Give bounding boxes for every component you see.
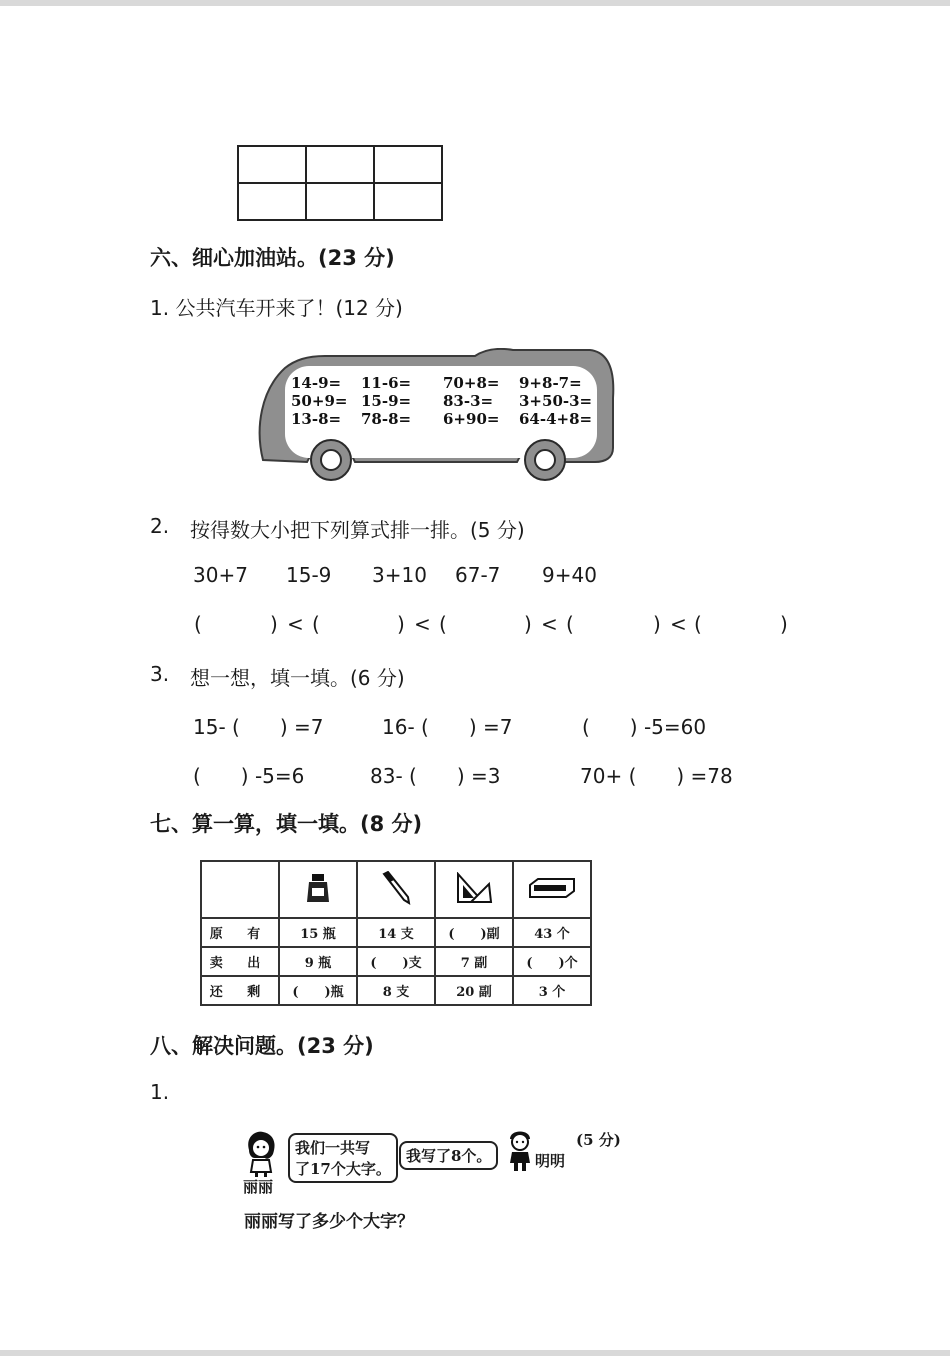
table-cell: 3 个 xyxy=(513,976,591,1005)
lili-speech-bubble xyxy=(288,1133,398,1183)
table-cell: 43 个 xyxy=(513,918,591,947)
expression: 9+40 xyxy=(542,563,597,587)
open-paren: ( xyxy=(312,612,320,636)
section8-title: 八、解决问题。(23 分) xyxy=(150,1034,374,1058)
open-paren: ( xyxy=(566,612,574,636)
bus-column-2 xyxy=(361,374,411,428)
mingming-name: 明明 xyxy=(535,1152,566,1170)
bus-equation: 14-9= xyxy=(291,374,342,392)
section6-q3-number: 3. xyxy=(150,662,170,686)
close-paren: ) xyxy=(270,612,278,636)
answer-blank[interactable] xyxy=(462,608,520,634)
mingming-boy-icon xyxy=(504,1127,536,1173)
expression: 67-7 xyxy=(455,563,501,587)
less-than: < xyxy=(414,612,431,636)
table-cell: 15 瓶 xyxy=(279,918,357,947)
table-row xyxy=(201,976,591,1005)
section6-q1-label: 1. 公共汽车开来了！(12 分) xyxy=(150,296,403,320)
bus-equation: 64-4+8= xyxy=(519,410,593,428)
pencil-box-cell xyxy=(513,861,591,918)
rear-wheel xyxy=(525,440,565,480)
pencil-box-icon xyxy=(528,877,576,899)
lili-name: 丽丽 xyxy=(243,1178,274,1196)
section6-q2-number: 2. xyxy=(150,514,170,538)
section6-q2-text: 按得数大小把下列算式排一排。(5 分) xyxy=(190,518,525,542)
grid-cell[interactable] xyxy=(374,146,442,183)
word-problem-question: 丽丽写了多少个大字？ xyxy=(244,1212,414,1232)
stationery-table xyxy=(200,860,592,1006)
pen-icon xyxy=(380,871,412,905)
page-bottom-edge xyxy=(0,1350,950,1356)
page-top-edge xyxy=(0,0,950,6)
grid-cell[interactable] xyxy=(306,146,374,183)
bus-equation: 3+50-3= xyxy=(519,392,593,410)
points-label: (5 分) xyxy=(576,1131,621,1149)
ink-bottle-icon xyxy=(303,872,333,904)
fill-in-equation[interactable]: 16- ( ) =7 xyxy=(382,715,513,739)
expression: 15-9 xyxy=(286,563,332,587)
close-paren: ) xyxy=(397,612,405,636)
answer-blank[interactable] xyxy=(718,608,776,634)
table-cell: 7 副 xyxy=(435,947,513,976)
expression: 3+10 xyxy=(372,563,427,587)
table-row xyxy=(201,947,591,976)
table-cell: 14 支 xyxy=(357,918,435,947)
table-cell-blank[interactable]: ( )瓶 xyxy=(279,976,357,1005)
lili-speech-line: 我们一共写 xyxy=(295,1139,371,1157)
answer-blank[interactable] xyxy=(218,608,266,634)
table-cell-blank[interactable]: ( )支 xyxy=(357,947,435,976)
bus-equation: 6+90= xyxy=(443,410,500,428)
table-cell: 9 瓶 xyxy=(279,947,357,976)
answer-blank[interactable] xyxy=(335,608,390,634)
row-label: 还 剩 xyxy=(201,976,279,1005)
bus-equation: 83-3= xyxy=(443,392,494,410)
less-than: < xyxy=(287,612,304,636)
open-paren: ( xyxy=(439,612,447,636)
grid-cell[interactable] xyxy=(306,183,374,220)
table-cell-blank[interactable]: ( )副 xyxy=(435,918,513,947)
open-paren: ( xyxy=(194,612,202,636)
fill-in-equation[interactable]: 70+ ( ) =78 xyxy=(580,764,733,788)
lili-girl-icon xyxy=(243,1130,279,1178)
bus-equation: 13-8= xyxy=(291,410,342,428)
section6-q3-text: 想一想，填一填。(6 分) xyxy=(190,666,405,690)
bus-equation: 9+8-7= xyxy=(519,374,582,392)
less-than: < xyxy=(541,612,558,636)
mingming-speech-bubble xyxy=(399,1141,498,1170)
triangle-ruler-icon xyxy=(455,872,493,904)
bus-equation: 78-8= xyxy=(361,410,412,428)
fill-in-equation[interactable]: 15- ( ) =7 xyxy=(193,715,324,739)
fill-in-equation[interactable]: ( ) -5=6 xyxy=(193,764,305,788)
mingming-speech: 我写了8个。 xyxy=(406,1147,492,1165)
close-paren: ) xyxy=(653,612,661,636)
fill-in-equation[interactable]: ( ) -5=60 xyxy=(582,715,707,739)
fill-in-equation[interactable]: 83- ( ) =3 xyxy=(370,764,501,788)
header-blank-cell xyxy=(201,861,279,918)
bus-equation: 15-9= xyxy=(361,392,412,410)
bus-column-1 xyxy=(291,374,347,428)
bus-column-3 xyxy=(443,374,499,428)
close-paren: ) xyxy=(524,612,532,636)
table-cell: 20 副 xyxy=(435,976,513,1005)
bus-column-4 xyxy=(519,374,592,428)
close-paren: ) xyxy=(780,612,788,636)
ink-bottle-cell xyxy=(279,861,357,918)
table-cell: 8 支 xyxy=(357,976,435,1005)
triangle-ruler-cell xyxy=(435,861,513,918)
row-label: 原 有 xyxy=(201,918,279,947)
row-label: 卖 出 xyxy=(201,947,279,976)
expression: 30+7 xyxy=(193,563,248,587)
less-than: < xyxy=(670,612,687,636)
bus-equation: 50+9= xyxy=(291,392,348,410)
section7-title: 七、算一算，填一填。(8 分) xyxy=(150,812,423,836)
pen-cell xyxy=(357,861,435,918)
bus-equation: 11-6= xyxy=(361,374,412,392)
table-cell-blank[interactable]: ( )个 xyxy=(513,947,591,976)
table-row xyxy=(201,918,591,947)
answer-grid xyxy=(237,145,443,221)
answer-blank[interactable] xyxy=(590,608,648,634)
grid-cell[interactable] xyxy=(238,183,306,220)
section8-q1-label: 1. xyxy=(150,1080,170,1104)
open-paren: ( xyxy=(694,612,702,636)
grid-cell[interactable] xyxy=(238,146,306,183)
front-wheel xyxy=(311,440,351,480)
section6-title: 六、细心加油站。(23 分) xyxy=(150,246,395,270)
grid-cell[interactable] xyxy=(374,183,442,220)
bus-equation: 70+8= xyxy=(443,374,500,392)
lili-speech-line: 了17个大字。 xyxy=(295,1160,391,1178)
